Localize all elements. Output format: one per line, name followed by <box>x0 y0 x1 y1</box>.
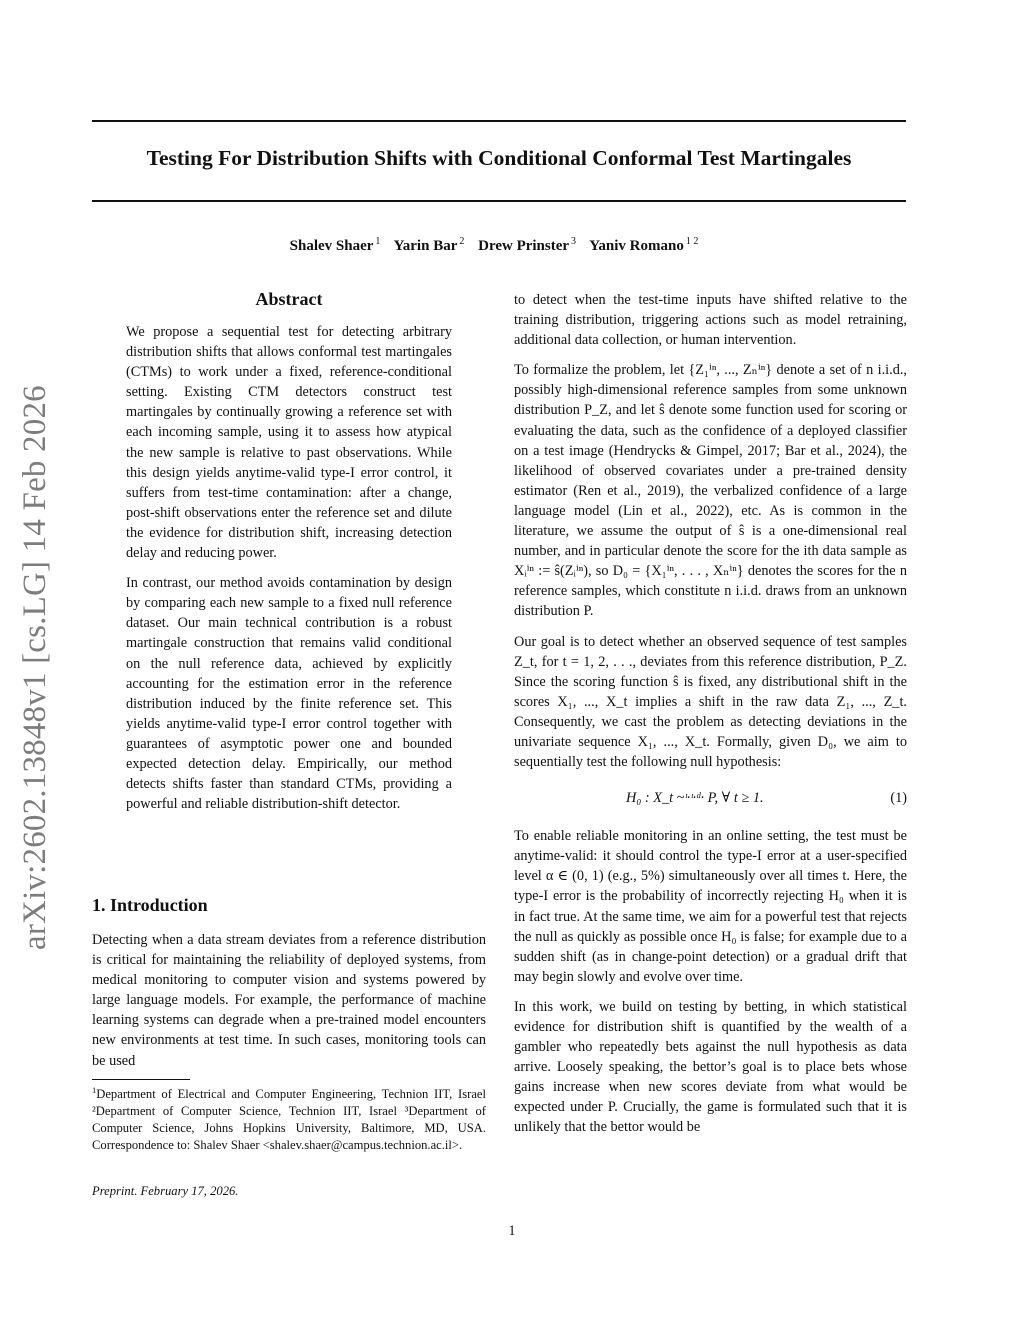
abstract-paragraph: We propose a sequential test for detecting arbitrary distribution shifts that allows conformal test martingales (CTMs) to work under a fixed, reference-conditional setting. Existing CTM detectors construct test martingales by continually growing a reference set with each incoming sample, using it to assess how atypical the new sample is relative to past observations. While this design yields anytime-valid type-I error control, it suffers from test-time contamination: after a change, post-shift observations enter the reference set and dilute the evidence for distribution shift, increasing detection delay and reducing power. <box>126 324 452 562</box>
paper-title: Testing For Distribution Shifts with Conditional Conformal Test Martingales <box>146 146 852 170</box>
abstract-body <box>126 322 452 824</box>
author-name: Shalev Shaer <box>289 238 374 254</box>
intro-paragraph: Detecting when a data stream deviates from a reference distribution is critical for maintaining the reliability of deployed systems, from medical monitoring to computer vision and systems powered by large language models. For example, the performance of machine learning systems can degrade when a pre-trained model encounters new environments at test time. In such cases, monitoring tools can be used <box>92 932 486 1069</box>
arxiv-stamp: arXiv:2602.13848v1 [cs.LG] 14 Feb 2026 <box>17 385 53 950</box>
body-paragraph: To formalize the problem, let {Z₁ⁱⁿ, ..., Zₙⁱⁿ} denote a set of n i.i.d., possibly high-dimensional reference samples from some unknown distribution P_Z, and let ŝ denote some function used for scoring or evaluating the data, such as the confidence of a deployed classifier on a test image (Hendrycks & Gimpel, 2017; Bar et al., 2024), the likelihood of observed covariates under a pre-trained density estimator (Ren et al., 2019), the verbalized confidence of a large language model (Lin et al., 2022), etc. As is common in the literature, we assume the output of ŝ is a one-dimensional real number, and in particular denote the score for the ith data sample as Xᵢⁱⁿ := ŝ(Zᵢⁱⁿ), so D₀ = {X₁ⁱⁿ, . . . , Xₙⁱⁿ} denotes the scores for the n reference samples, which constitute n i.i.d. draws from an unknown distribution P. <box>514 362 907 620</box>
introduction-body <box>92 930 486 1081</box>
top-rule <box>92 120 906 122</box>
author-name: Drew Prinster <box>478 238 570 254</box>
author-list <box>92 236 906 255</box>
preprint-note: Preprint. February 17, 2026. <box>92 1184 239 1198</box>
author-affiliation: 3 <box>571 236 577 247</box>
equation-expression: H₀ : X_t ~ᶦ·ᶦ·ᵈ· P, ∀ t ≥ 1. <box>626 790 764 807</box>
section-heading-introduction: 1. Introduction <box>92 895 208 915</box>
abstract-paragraph: In contrast, our method avoids contamination by design by comparing each new sample to a fixed null reference dataset. Our main technical contribution is a robust martingale construction that remains valid conditional on the null reference data, achieved by explicitly accounting for the estimation error in the reference distribution induced by the finite reference set. This yields anytime-valid type-I error control together with guarantees of asymptotic power one and bounded expected detection delay. Empirically, our method detects shifts faster than standard CTMs, providing a powerful and reliable distribution-shift detector. <box>126 575 452 813</box>
body-paragraph: Our goal is to detect whether an observed sequence of test samples Z_t, for t = 1, 2, . . ., deviates from this reference distribution, P_Z. Since the scoring function ŝ is fixed, any distributional shift in the scores X₁, ..., X_t implies a shift in the raw data Z₁, ..., Z_t. Consequently, we cast the problem as detecting deviations in the univariate sequence X₁, ..., X_t. Formally, given D₀, we aim to sequentially test the following null hypothesis: <box>514 633 907 771</box>
author-name: Yaniv Romano <box>589 238 684 254</box>
body-paragraph: to detect when the test-time inputs have shifted relative to the training distribution, triggering actions such as model retraining, additional data collection, or human intervention. <box>514 292 907 349</box>
equation-number: (1) <box>890 790 907 807</box>
author-affiliation: 2 <box>459 236 465 247</box>
page-number: 1 <box>508 1223 516 1239</box>
equation-1 <box>514 782 907 818</box>
body-paragraph: In this work, we build on testing by betting, in which statistical evidence for distribution shift is quantified by the wealth of a gambler who repeatedly bets against the null hypothesis as data arrive. Loosely speaking, the bettor’s goal is to place bets whose gains increase when new scores deviate from what would be expected under P. Crucially, the game is formulated such that it is unlikely that the bettor would be <box>514 998 907 1136</box>
author-name: Yarin Bar <box>393 238 458 254</box>
footnote-mark: 1 <box>92 1085 97 1095</box>
right-column <box>514 290 907 1148</box>
title-bottom-rule <box>92 200 906 202</box>
footnote <box>92 1082 486 1153</box>
abstract-heading: Abstract <box>255 289 323 309</box>
author-affiliation: 1 <box>375 236 381 247</box>
author-affiliation: 1 2 <box>685 236 699 247</box>
footnote-text: Department of Electrical and Computer Engineering, Technion IIT, Israel ²Department of Computer Science, Technion IIT, Israel ³Department of Computer Science, Johns Hopkins University, Baltimore, MD, USA. Correspondence to: Shalev Shaer <shalev.shaer@campus.technion.ac.il>. <box>92 1087 486 1152</box>
footnote-rule <box>92 1079 190 1080</box>
body-paragraph: To enable reliable monitoring in an online setting, the test must be anytime-valid: it should control the type-I error at a user-specified level α ∈ (0, 1) (e.g., 5%) simultaneously over all times t. Here, the type-I error is the probability of incorrectly rejecting H₀ when it is in fact true. At the same time, we aim for a powerful test that rejects the null as quickly as possible once H₀ is false; for example due to a sudden shift (as in change-point detection) or a gradual drift that may begin slowly and evolve over time. <box>514 828 907 985</box>
